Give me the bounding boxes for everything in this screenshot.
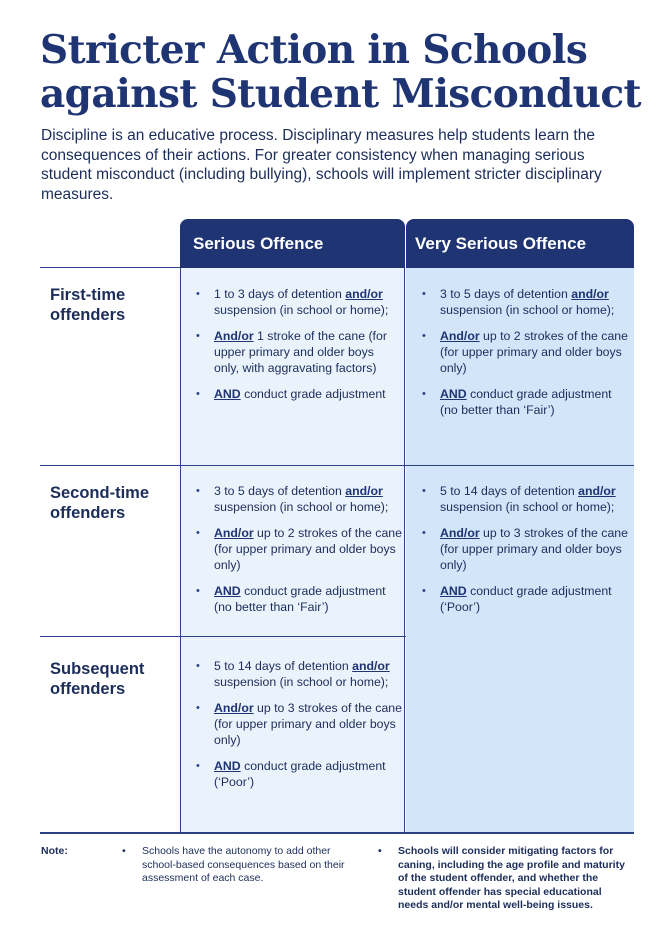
bullet-icon: • (122, 845, 126, 857)
keyword: and/or (571, 287, 609, 301)
keyword: and/or (578, 484, 616, 498)
consequence-text: 1 to 3 days of detention (214, 287, 346, 301)
keyword: and/or (352, 659, 390, 673)
row-divider (40, 465, 634, 466)
consequence-item (182, 525, 402, 573)
cell-serious-first (182, 286, 402, 412)
keyword: AND (214, 584, 241, 598)
consequence-text: suspension (in school or home); (214, 303, 389, 317)
consequence-text: suspension (in school or home); (214, 500, 389, 514)
cell-very-second-onwards (408, 483, 630, 625)
row-label-subsequent: Subsequent offenders (50, 660, 145, 698)
cell-serious-second (182, 483, 402, 625)
keyword: And/or (440, 526, 480, 540)
note-text: Schools will consider mitigating factors for caning, including the age profile and maturity of the student offender, and whether the student offender has special educational needs and/or mental well-being issues. (398, 845, 625, 912)
row-label-first-time: First-time offenders (50, 286, 126, 324)
keyword: and/or (345, 484, 383, 498)
consequence-text: conduct grade adjustment (no better than ‘Fair’) (214, 584, 386, 614)
consequence-text: 5 to 14 days of detention (214, 659, 353, 673)
consequence-text: up to 3 strokes of the cane (for upper primary and older boys only) (214, 701, 402, 747)
consequence-text: up to 2 strokes of the cane (for upper primary and older boys only) (440, 329, 628, 375)
consequence-text: 5 to 14 days of detention (440, 484, 579, 498)
row-divider (40, 267, 180, 268)
consequence-item (182, 758, 402, 790)
keyword: And/or (214, 526, 254, 540)
row-divider (40, 636, 406, 637)
consequence-item (182, 483, 402, 515)
note-text: Schools have the autonomy to add other school-based consequences based on their assessment of each case. (142, 845, 345, 885)
consequence-item (408, 286, 630, 318)
consequence-item (182, 700, 402, 748)
consequence-text: conduct grade adjustment (‘Poor’) (440, 584, 612, 614)
consequence-text: 3 to 5 days of detention (440, 287, 572, 301)
consequence-item (408, 328, 630, 376)
consequence-item (182, 658, 402, 690)
keyword: AND (440, 387, 467, 401)
consequence-text: suspension (in school or home); (440, 303, 615, 317)
consequence-item (408, 483, 630, 515)
consequence-item (182, 583, 402, 615)
consequence-item (182, 328, 402, 376)
bullet-icon: • (378, 845, 382, 857)
keyword: AND (214, 759, 241, 773)
serious-offence-header: Serious Offence (180, 219, 405, 268)
consequence-item (182, 286, 402, 318)
very-serious-offence-header: Very Serious Offence (406, 219, 634, 268)
row-label-second-time: Second-time offenders (50, 484, 150, 522)
consequence-text: suspension (in school or home); (214, 675, 389, 689)
keyword: AND (440, 584, 467, 598)
cell-serious-subsequent (182, 658, 402, 800)
keyword: And/or (214, 329, 254, 343)
page-title: Stricter Action in Schools against Student Misconduct (40, 27, 641, 117)
note-label: Note: (41, 845, 68, 857)
note-item (378, 845, 634, 913)
keyword: AND (214, 387, 241, 401)
consequence-text: 1 stroke of the cane (for upper primary and older boys only, with aggravating factors) (214, 329, 387, 375)
consequence-item (408, 386, 630, 418)
keyword: And/or (214, 701, 254, 715)
note-item (122, 845, 357, 886)
consequence-item (408, 525, 630, 573)
consequence-item (182, 386, 402, 402)
keyword: and/or (345, 287, 383, 301)
discipline-table (40, 219, 634, 833)
keyword: And/or (440, 329, 480, 343)
consequence-text: conduct grade adjustment (no better than ‘Fair’) (440, 387, 612, 417)
consequence-text: up to 3 strokes of the cane (for upper primary and older boys only) (440, 526, 628, 572)
table-bottom-rule (40, 832, 634, 834)
consequence-text: 3 to 5 days of detention (214, 484, 346, 498)
consequence-text: conduct grade adjustment (‘Poor’) (214, 759, 386, 789)
consequence-text: suspension (in school or home); (440, 500, 615, 514)
consequence-text: conduct grade adjustment (240, 387, 386, 401)
cell-very-first (408, 286, 630, 428)
intro-paragraph: Discipline is an educative process. Disciplinary measures help students learn the consequences of their actions. For greater consistency when managing serious student misconduct (including bullying), schools will implement stricter disciplinary measures. (41, 127, 602, 203)
consequence-text: up to 2 strokes of the cane (for upper primary and older boys only) (214, 526, 402, 572)
consequence-item (408, 583, 630, 615)
